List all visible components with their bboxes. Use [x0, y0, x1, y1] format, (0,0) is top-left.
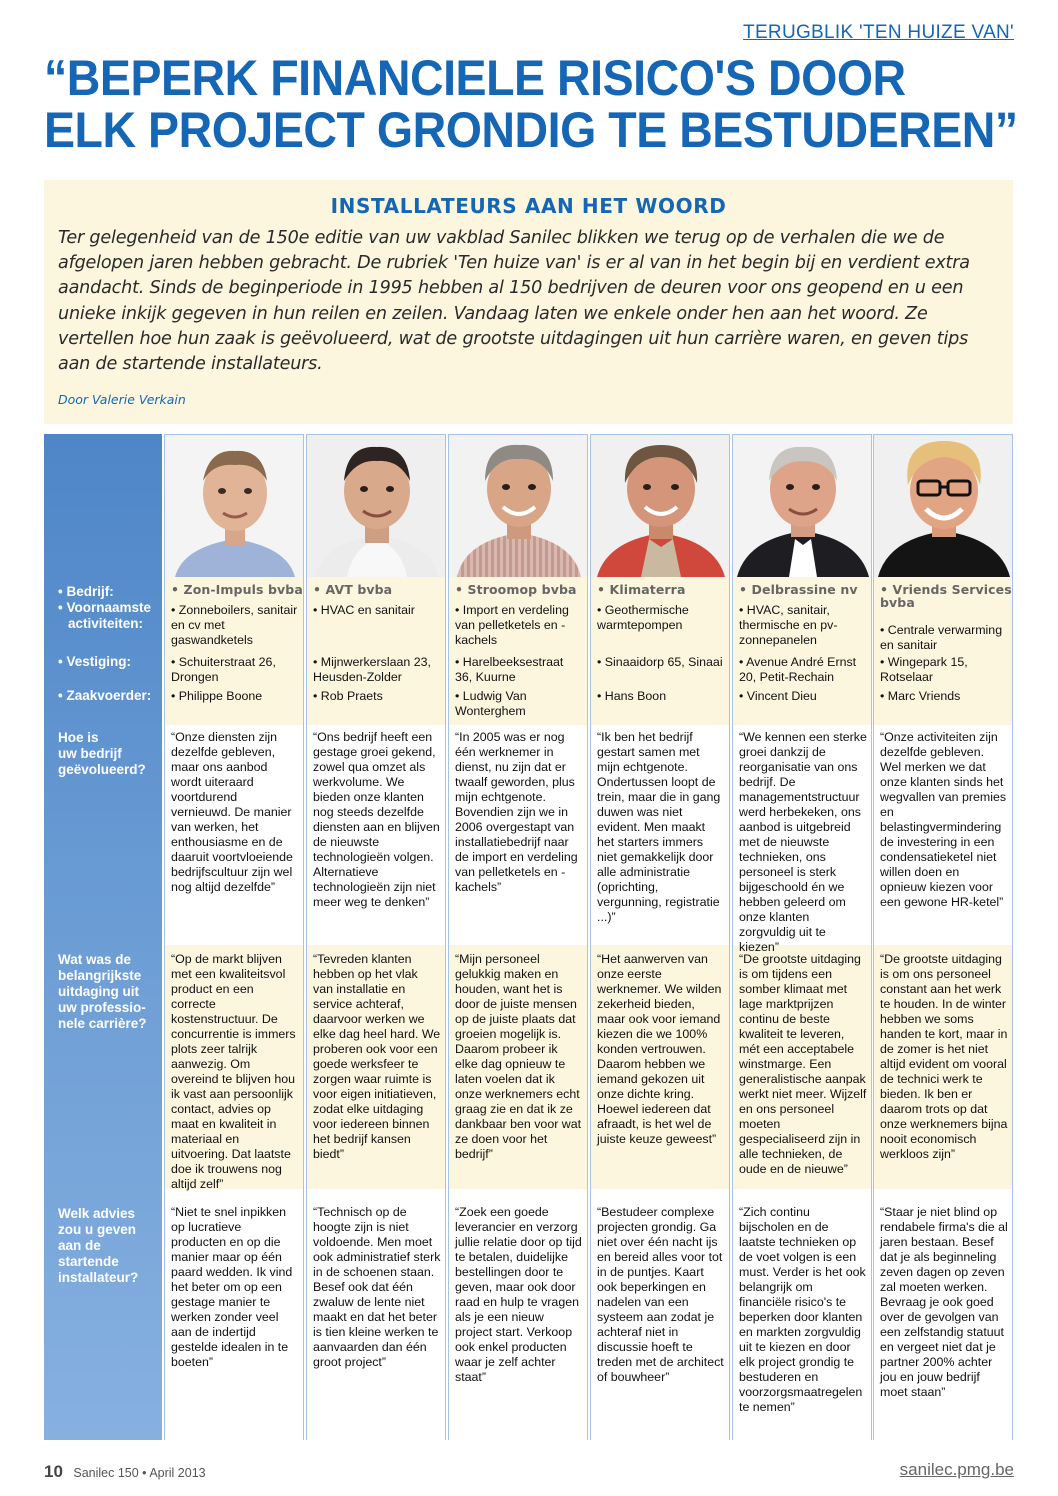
label-zaakvoerder: • Zaakvoerder: — [58, 688, 152, 703]
company-name: • AVT bvba — [313, 583, 445, 596]
row-labels-column — [44, 434, 162, 1440]
answer-challenge: “De grootste uitdaging is om tijdens een somber klimaat met lage marktprijzen continu de beste kwaliteit te leveren, mét een acceptabele winstmarge. Een generalistische aanpak werkt niet meer. Wijzelf en ons personeel moeten gespecialiseerd zijn in alle technieken, de oude en de nieuwe” — [739, 952, 867, 1176]
label-question-challenge — [58, 952, 147, 1032]
company-name: • Vriends Services bvba — [880, 583, 1012, 609]
interview-table — [44, 434, 1013, 1440]
company-manager: • Hans Boon — [597, 689, 725, 704]
headline — [44, 50, 1018, 158]
answer-challenge: “Mijn personeel gelukkig maken en houden, want het is door de juiste mensen op de juiste plaats dat groeien mogelijk is. Daarom probeer ik elke dag opnieuw te laten voelen dat ik onze werknemers echt graag zie en dat ik ze dankbaar ben voor wat ze doen voor het bedrijf” — [455, 952, 582, 1161]
company-name: • Klimaterra — [597, 583, 729, 596]
answer-evolution: “In 2005 was er nog één werknemer in dienst, nu zijn dat er twaalf geworden, plus mijn echtgenote. Bovendien zijn we in 2006 overgestapt van installatiebedrijf naar de import en verdeling van pelletketels en -kachels” — [455, 730, 578, 894]
label-q3-line: installateur? — [58, 1270, 139, 1285]
company-location: • Avenue André Ernst 20, Petit-Rechain — [739, 655, 867, 685]
section-tag[interactable]: TERUGBLIK 'TEN HUIZE VAN' — [743, 22, 1014, 43]
intro-box — [44, 180, 1013, 424]
company-location: • Schuiterstraat 26, Drongen — [171, 655, 299, 685]
answer-advice: “Zoek een goede leverancier en verzorg jullie relatie door op tijd te betalen, duidelijke bestellingen door te geven, maar ook door raad en hulp te vragen als je een nieuw project start. Verkoop ook enkel producten waar je zelf achter staat” — [455, 1205, 582, 1384]
label-q2-line: belangrijkste — [58, 968, 142, 983]
footer-issue — [44, 1462, 206, 1482]
company-manager: • Marc Vriends — [880, 689, 1008, 704]
company-name: • Delbrassine nv — [739, 583, 871, 596]
byline: Door Valerie Verkain — [58, 392, 186, 407]
label-vestiging: • Vestiging: — [58, 654, 131, 669]
answer-evolution: “Onze activiteiten zijn dezelfde gebleven. Wel merken we dat onze klanten sinds het wegvallen van premies en belastingvermindering de investering in een condensatieketel niet willen doen en opnieuw kiezen voor een gewone HR-ketel” — [880, 730, 1007, 909]
portrait-photo — [449, 435, 587, 577]
company-manager: • Ludwig Van Wonterghem — [455, 689, 583, 719]
label-q3-line: zou u geven — [58, 1222, 137, 1237]
label-activiteiten-line-2: activiteiten: — [68, 616, 144, 631]
label-activiteiten-line-1: • Voornaamste — [58, 600, 152, 615]
company-name: • Zon-Impuls bvba — [171, 583, 303, 596]
company-column — [164, 434, 304, 1440]
company-activities: • Centrale verwarming en sanitair — [880, 623, 1008, 653]
answer-evolution: “Ons bedrijf heeft een gestage groei gekend, zowel qua omzet als werkvolume. We bieden onze klanten nog steeds dezelfde diensten aan en blijven de nieuwste technologieën volgen. Alternatieve technologieën zijn niet meer weg te denken” — [313, 730, 440, 909]
answer-challenge: “Tevreden klanten hebben op het vlak van installatie en service achteraf, daarvoor werken we elke dag heel hard. We proberen ook voor een goede werksfeer te zorgen waar ruimte is voor eigen initiatieven, zodat elke uitdaging voor iedereen binnen het bedrijf kansen biedt” — [313, 952, 441, 1161]
company-activities: • HVAC, sanitair, thermische en pv-zonnepanelen — [739, 603, 867, 648]
label-activiteiten — [58, 600, 151, 632]
company-column — [873, 434, 1013, 1440]
company-activities: • Zonneboilers, sanitair en cv met gaswandketels — [171, 603, 299, 648]
intro-text: Ter gelegenheid van de 150e editie van uw vakblad Sanilec blikken we terug op de verhalen die we de afgelopen jaren hebben gebracht. De rubriek 'Ten huize van' is er al van in het begin bij en verdient extra aandacht. Sinds de beginperiode in 1995 hebben al 150 bedrijven de deuren voor ons geopend en u een unieke inkijk gegeven in hun reilen en zeilen. Vandaag laten we enkele onder hen aan het woord. Ze vertellen hoe hun zaak is geëvolueerd, wat de grootste uitdagingen uit hun carrière waren, en geven tips aan de startende installateurs. — [58, 228, 970, 375]
portrait-photo — [165, 435, 303, 577]
answer-evolution: “Onze diensten zijn dezelfde gebleven, maar ons aanbod wordt uiteraard voortdurend vernieuwd. De manier van werken, het enthousiasme en de daaruit voortvloeiende bedrijfscultuur zijn wel nog altijd dezelfde” — [171, 730, 293, 894]
label-q1-line: Hoe is — [58, 730, 99, 745]
company-location: • Sinaaidorp 65, Sinaai — [597, 655, 725, 670]
intro-title: INSTALLATEURS AAN HET WOORD — [330, 194, 727, 218]
portrait-photo — [874, 435, 1012, 577]
portrait-photo — [307, 435, 445, 577]
headline-line-2: ELK PROJECT GRONDIG TE BESTUDEREN” — [44, 102, 1018, 158]
company-activities: • Geothermische warmtepompen — [597, 603, 725, 633]
answer-advice: “Technisch op de hoogte zijn is niet voldoende. Men moet ook administratief sterk in de schoenen staan. Besef ook dat één zwaluw de lente niet maakt en dat het beter is tien kleine werken te aanvaarden dan één groot project” — [313, 1205, 441, 1369]
page-number: 10 — [44, 1462, 63, 1481]
label-q2-line: uitdaging uit — [58, 984, 139, 999]
company-activities: • Import en verdeling van pelletketels en -kachels — [455, 603, 583, 648]
answer-evolution: “We kennen een sterke groei dankzij de reorganisatie van ons bedrijf. De managementstructuur werd herbekeken, ons aanbod is uitgebreid met de nieuwste technieken, ons personeel is sterk bijgeschoold én we hebben geleerd om onze klanten zorgvuldig uit te kiezen” — [739, 730, 867, 954]
company-location: • Wingepark 15, Rotselaar — [880, 655, 1008, 685]
company-manager: • Philippe Boone — [171, 689, 299, 704]
company-column — [306, 434, 446, 1440]
company-location: • Mijnwerkerslaan 23, Heusden-Zolder — [313, 655, 441, 685]
answer-advice: “Niet te snel inpikken op lucratieve producten en op die manier maar op één paard wedden. Ik vind het beter om op een gestage manier te werken zonder veel aan de indertijd gestelde idealen in te boeten” — [171, 1205, 293, 1369]
label-q3-line: aan de — [58, 1238, 101, 1253]
label-q1-line: uw bedrijf — [58, 746, 122, 761]
answer-challenge: “De grootste uitdaging is om ons personeel constant aan het werk te houden. In de winter hebben we soms handen te kort, maar in de zomer is het niet altijd evident om vooral de technici werk te bieden. Ik ben er daarom trots op dat onze werknemers bijna nooit economisch werkloos zijn” — [880, 952, 1008, 1161]
company-location: • Harelbeeksestraat 36, Kuurne — [455, 655, 583, 685]
label-question-advice — [58, 1206, 138, 1286]
company-name: • Stroomop bvba — [455, 583, 587, 596]
answer-advice: “Zich continu bijscholen en de laatste technieken op de voet volgen is een must. Verder is het ook belangrijk om financiële risico's te beperken door klanten en markten zorgvuldig uit te kiezen en door elk project grondig te bestuderen en voorzorgsmaatregelen te nemen” — [739, 1205, 866, 1414]
label-q2-line: nele carrière? — [58, 1016, 147, 1031]
issue-label: Sanilec 150 • April 2013 — [73, 1466, 206, 1480]
company-column — [732, 434, 872, 1440]
label-bedrijf: • Bedrijf: — [58, 584, 114, 599]
label-q2-line: Wat was de — [58, 952, 132, 967]
headline-line-1: “BEPERK FINANCIELE RISICO'S DOOR — [44, 50, 906, 106]
label-q3-line: Welk advies — [58, 1206, 136, 1221]
company-manager: • Vincent Dieu — [739, 689, 867, 704]
portrait-photo — [733, 435, 871, 577]
company-column — [448, 434, 588, 1440]
company-column — [590, 434, 730, 1440]
portrait-photo — [591, 435, 729, 577]
answer-challenge: “Op de markt blijven met een kwaliteitsvol product en een correcte kostenstructuur. De concurrentie is immers plots zeer talrijk aanwezig. Om overeind te blijven hou ik vast aan persoonlijk contact, advies op maat en kwaliteit in materiaal en uitvoering. Dat laatste doe ik trouwens nog altijd zelf” — [171, 952, 296, 1191]
answer-challenge: “Het aanwerven van onze eerste werknemer. We wilden zekerheid bieden, maar ook voor iemand kiezen die we 100% konden vertrouwen. Daarom hebben we iemand gekozen uit onze dichte kring. Hoewel iedereen dat afraadt, is het wel de juiste keuze geweest” — [597, 952, 722, 1146]
company-manager: • Rob Praets — [313, 689, 441, 704]
label-question-evolution — [58, 730, 146, 778]
label-q2-line: uw professio- — [58, 1000, 146, 1015]
label-q3-line: startende — [58, 1254, 119, 1269]
label-q1-line: geëvolueerd? — [58, 762, 146, 777]
answer-advice: “Staar je niet blind op rendabele firma's die al jaren bestaan. Besef dat je als beginneling zeven dagen op zeven zal moeten werken. Bevraag je ook goed over de gevolgen van een zelfstandig statuut en vergeet niet dat je partner 200% achter jou en jouw bedrijf moet staan” — [880, 1205, 1008, 1399]
answer-evolution: “Ik ben het bedrijf gestart samen met mijn echtgenote. Ondertussen loopt de trein, maar die in gang duwen was niet evident. Men maakt het starters immers niet gemakkelijk door alle administratie (oprichting, vergunning, registratie ...)” — [597, 730, 721, 924]
answer-advice: “Bestudeer complexe projecten grondig. Ga niet over één nacht ijs en bereid alles voor tot in de puntjes. Kaart ook beperkingen en nadelen van een systeem aan zodat je achteraf niet in discussie hoeft te treden met de architect of bouwheer” — [597, 1205, 724, 1384]
footer-website-link[interactable]: sanilec.pmg.be — [899, 1460, 1014, 1479]
company-activities: • HVAC en sanitair — [313, 603, 441, 618]
